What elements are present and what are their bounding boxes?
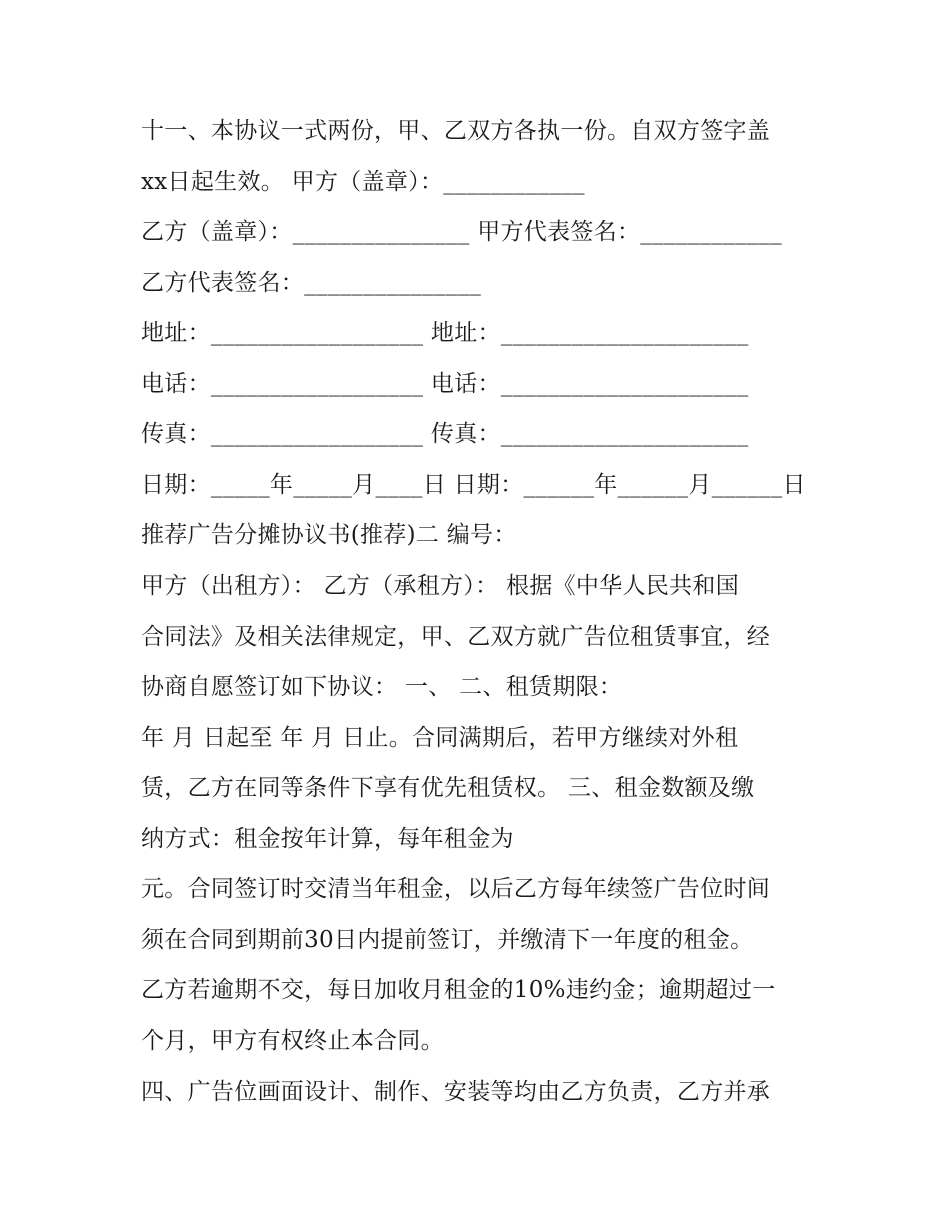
- text-line: 合同法》及相关法律规定，甲、乙双方就广告位租赁事宜，经: [141, 624, 771, 650]
- text-line: 十一、本协议一式两份，甲、乙双方各执一份。自双方签字盖: [141, 118, 771, 144]
- text-line: 乙方代表签名：_______________: [141, 270, 482, 296]
- text-line: 电话：__________________ 电话：_____________________: [141, 371, 749, 397]
- text-line: 赁，乙方在同等条件下享有优先租赁权。 三、租金数额及缴: [141, 775, 755, 801]
- text-line: 元。合同签订时交清当年租金，以后乙方每年续签广告位时间: [141, 876, 771, 902]
- text-line: 个月，甲方有权终止本合同。: [141, 1028, 444, 1054]
- text-line: 日期：_____年_____月____日 日期：______年______月______日: [141, 472, 806, 498]
- text-line: 年 月 日起至 年 月 日止。合同满期后，若甲方继续对外租: [141, 725, 739, 751]
- text-line: xx日起生效。 甲方（盖章）：____________: [141, 169, 585, 195]
- text-line: 四、广告位画面设计、制作、安装等均由乙方负责，乙方并承: [141, 1079, 771, 1105]
- text-line: 传真：__________________ 传真：_____________________: [141, 421, 749, 447]
- text-line: 协商自愿签订如下协议： 一、 二、租赁期限：: [141, 674, 623, 700]
- text-line: 甲方（出租方）： 乙方（承租方）： 根据《中华人民共和国: [141, 573, 740, 599]
- text-line: 地址：__________________ 地址：_____________________: [141, 320, 749, 346]
- text-line: 乙方（盖章）：_______________ 甲方代表签名：____________: [141, 219, 782, 245]
- text-line: 须在合同到期前30日内提前签订，并缴清下一年度的租金。: [141, 927, 754, 953]
- text-line: 推荐广告分摊协议书(推荐)二 编号：: [141, 522, 517, 548]
- text-line: 乙方若逾期不交，每日加收月租金的10%违约金；逾期超过一: [141, 977, 776, 1003]
- text-line: 纳方式：租金按年计算，每年租金为: [141, 826, 514, 852]
